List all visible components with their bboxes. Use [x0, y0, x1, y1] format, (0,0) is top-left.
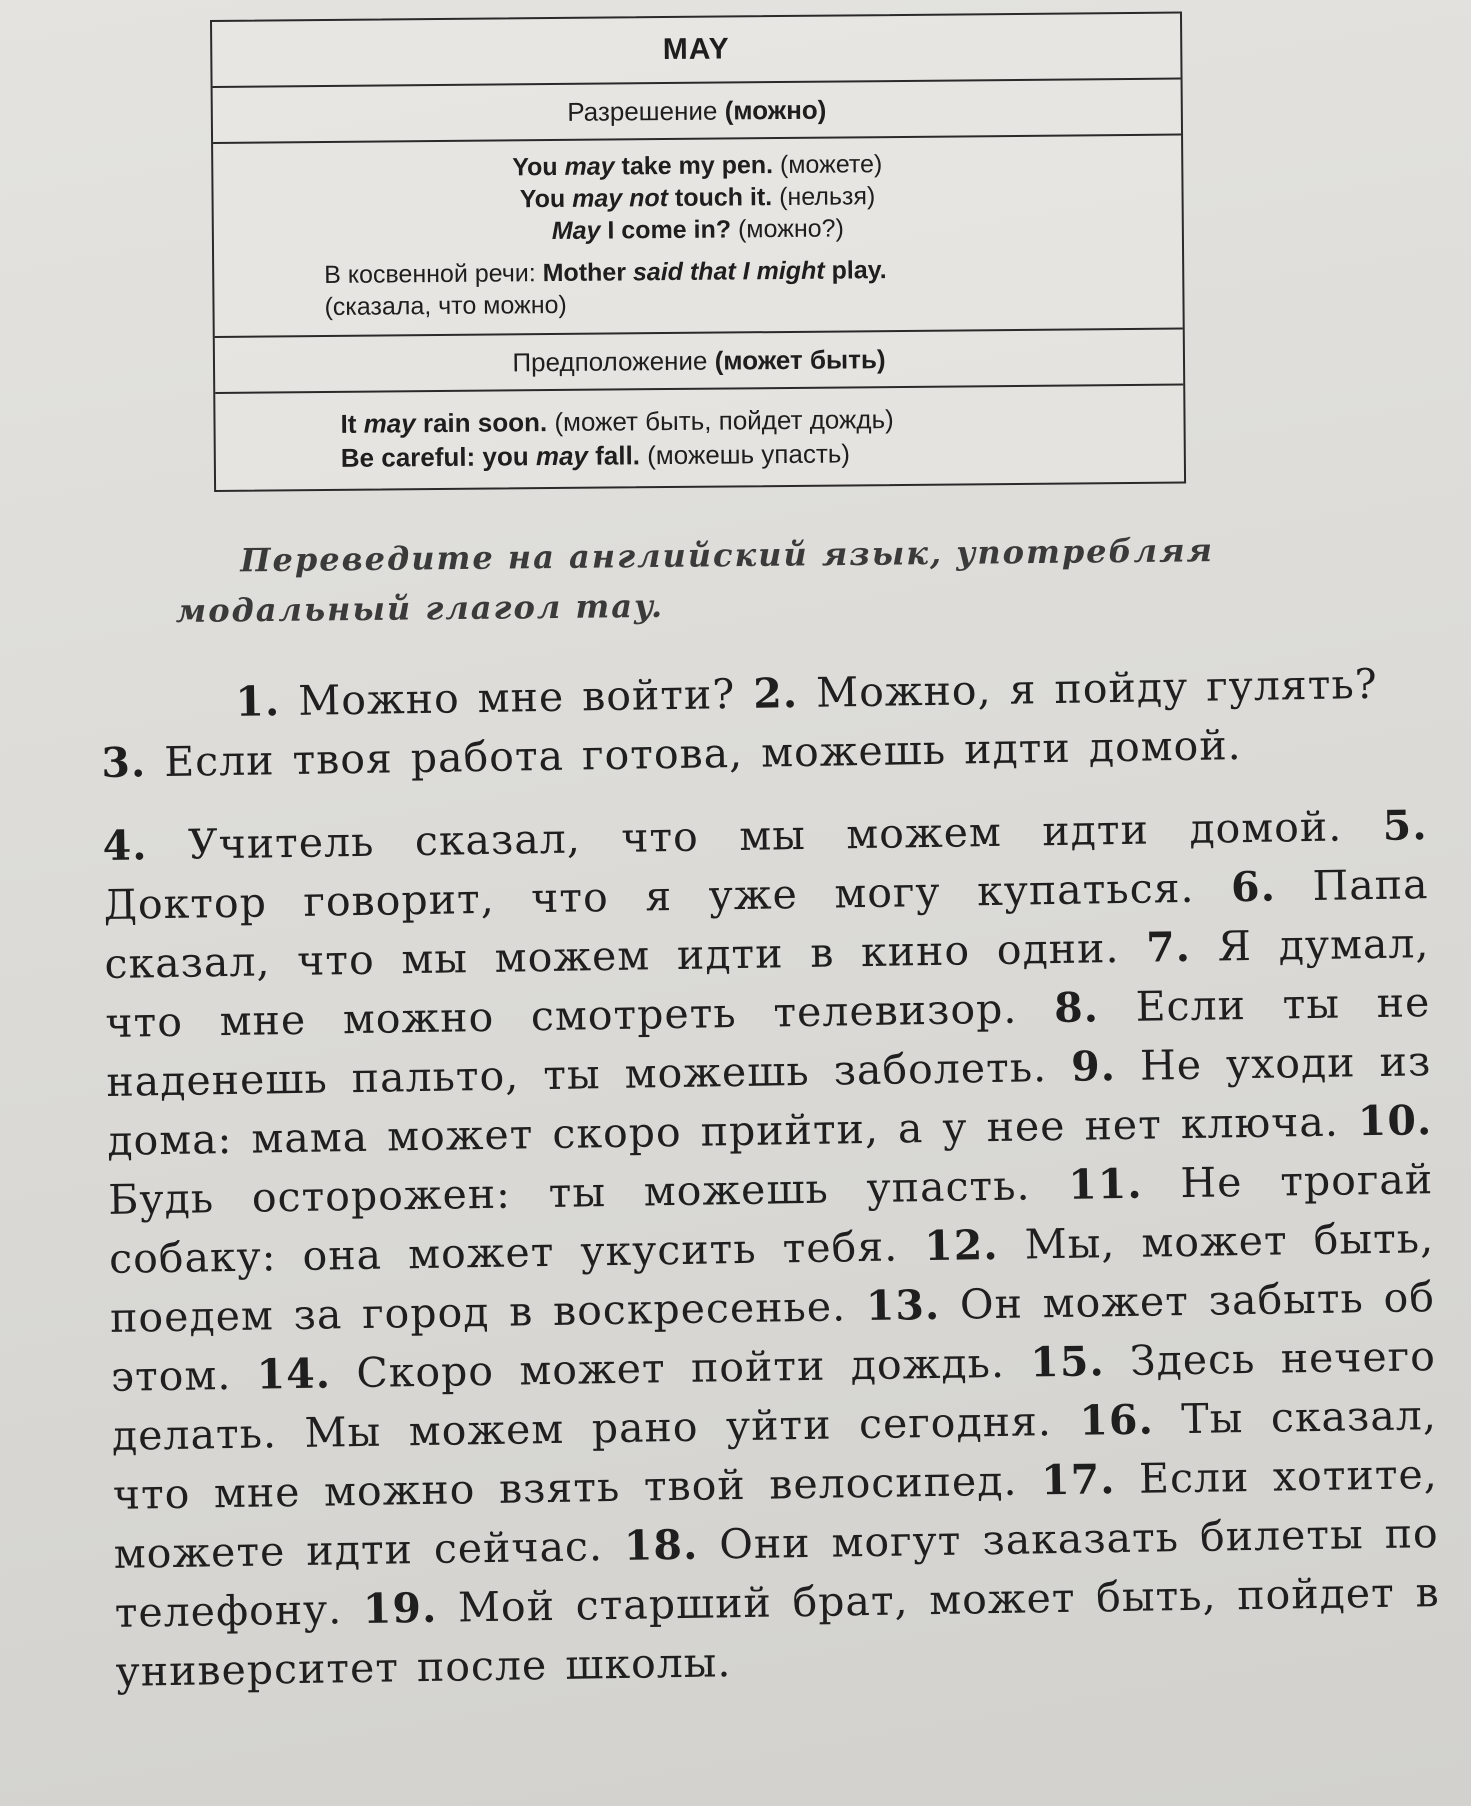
sentence: 1. Можно мне войти? [235, 669, 754, 726]
section-permission-emphasis: (можно) [724, 94, 827, 126]
may-rule-table [210, 12, 1186, 492]
sentence: 8. Если ты не наденешь пальто, ты можешь заболеть. [106, 978, 1431, 1106]
example-line: May I come in? (можно?) [551, 214, 844, 246]
sentence: 6. Папа сказал, что мы можем идти в кино одни. [104, 860, 1429, 988]
sentence: 7. Я думал, что мне можно смотреть телевизор. [105, 919, 1430, 1047]
sentence: 9. Не уходи из дома: мама может скоро прийти, а у нее нет ключа. [106, 1037, 1432, 1165]
sentence: 16. Ты сказал, что мне можно взять твой велосипед. [112, 1391, 1438, 1519]
example-line: Be careful: you may fall. (можешь упасть) [340, 438, 851, 473]
sentence: 2. Можно, я пойду гулять? [752, 659, 1379, 718]
exercise-instruction: Переведите на английский язык, употребляя модальный глагол may. [175, 531, 1215, 630]
section-assumption-label: Предположение [512, 345, 708, 378]
indirect-speech-example: В косвенной речи: Mother said that I might play. (сказала, что можно) [324, 256, 887, 322]
section-permission-label: Разрешение [567, 95, 718, 127]
section-assumption-header [215, 330, 1183, 394]
sentence: 11. Не трогай собаку: она может укусить тебя. [108, 1155, 1434, 1283]
assumption-examples [215, 386, 1184, 490]
table-title: MAY [212, 14, 1181, 88]
exercise-paragraph [102, 796, 1441, 1702]
permission-examples [213, 136, 1183, 338]
sentence: 17. Если хотите, можете идти сейчас. [113, 1450, 1439, 1578]
sentence: 3. Если твоя работа готова, можешь идти домой. [101, 721, 1242, 787]
indirect-speech-label: В косвенной речи: [324, 259, 543, 290]
section-permission-header [213, 80, 1181, 144]
sentence: 15. Здесь нечего делать. Мы можем рано уйти сегодня. [111, 1332, 1437, 1460]
sentence: 19. Мой старший брат, может быть, пойдет в университет после школы. [115, 1568, 1440, 1696]
sentence: 12. Мы, может быть, поедем за город в воскресенье. [109, 1214, 1435, 1342]
section-assumption-emphasis: (может быть) [714, 344, 886, 376]
sentence: 13. Он может забыть об этом. [110, 1273, 1436, 1401]
sentence: 10. Будь осторожен: ты можешь упасть. [107, 1096, 1433, 1224]
example-line: It may rain soon. (может быть, пойдет дождь) [340, 404, 894, 439]
example-line: You may take my pen. (можете) [512, 150, 883, 182]
sentence: 5. Доктор говорит, что я уже могу купаться. [103, 801, 1428, 929]
example-line: You may not touch it. (нельзя) [519, 182, 876, 214]
exercise-body [100, 654, 1441, 1702]
sentence: 14. Скоро может пойти дождь. [256, 1338, 1031, 1399]
indirect-speech-note: (сказала, что можно) [324, 290, 567, 322]
exercise-paragraph [100, 654, 1427, 793]
sentence: 4. Учитель сказал, что мы можем идти домой. [102, 801, 1384, 870]
sentence: 18. Они могут заказать билеты по телефону. [114, 1509, 1440, 1637]
